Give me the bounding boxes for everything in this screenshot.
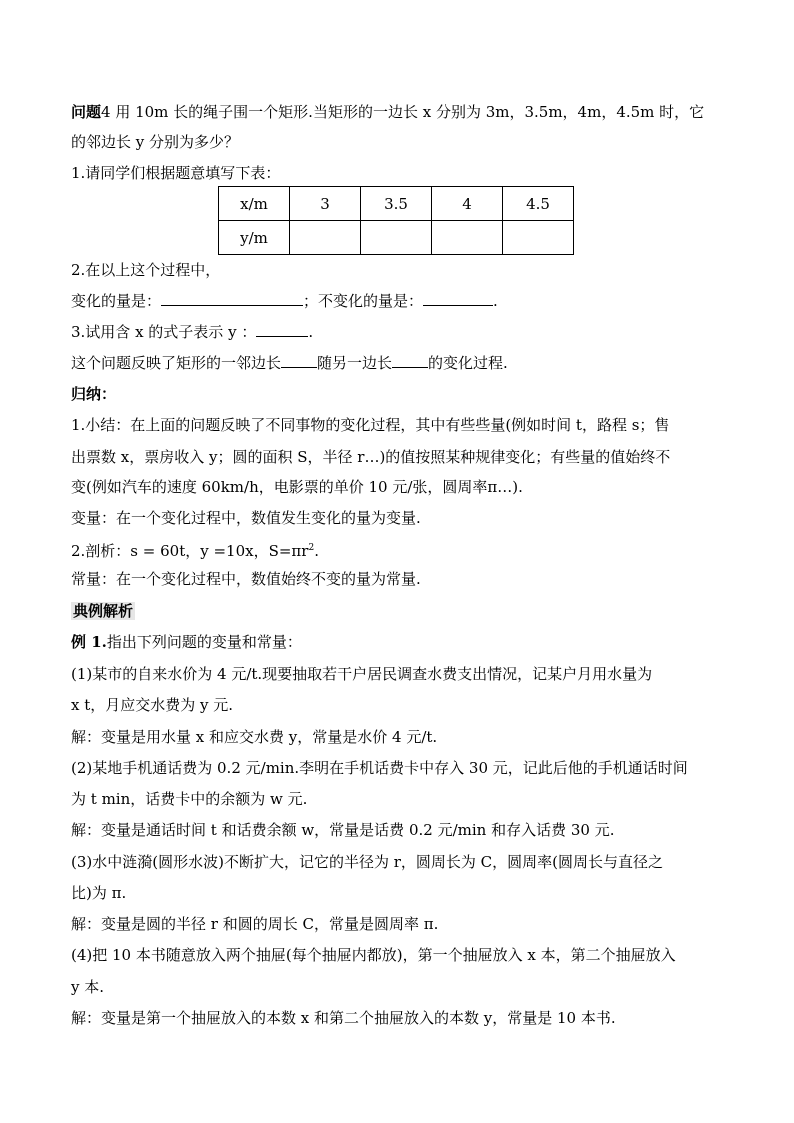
table-cell-empty	[361, 221, 432, 255]
reflection-text-c: 的变化过程.	[428, 354, 508, 372]
table-cell-empty	[290, 221, 361, 255]
solution-1: 解：变量是用水量 x 和应交水费 y，常量是水价 4 元/t.	[71, 728, 438, 746]
constant-definition: 常量：在一个变化过程中，数值始终不变的量为常量.	[71, 570, 421, 588]
solution-4: 解：变量是第一个抽屉放入的本数 x 和第二个抽屉放入的本数 y，常量是 10 本书.	[71, 1009, 616, 1027]
example-part-1-line-1: (1)某市的自来水价为 4 元/t.现要抽取若干户居民调查水费支出情况，记某户月用水量为	[71, 665, 653, 683]
example-1-title-line	[71, 632, 302, 652]
problem-line-1	[71, 102, 704, 122]
reflection-text-a: 这个问题反映了矩形的一邻边长	[71, 354, 282, 372]
table-cell: x/m	[219, 187, 290, 221]
summary-p1-line-1: 1.小结：在上面的问题反映了不同事物的变化过程，其中有些些量(例如时间 t，路程 s；售	[71, 416, 670, 434]
question-2-answer-line	[71, 290, 498, 311]
table-cell: 3	[290, 187, 361, 221]
summary-p1-line-3: 变(例如汽车的速度 60km/h，电影票的单价 10 元/张，圆周率π…).	[71, 478, 523, 496]
table-cell: 4.5	[503, 187, 574, 221]
solution-3: 解：变量是圆的半径 r 和圆的周长 C，常量是圆周率 π.	[71, 915, 439, 933]
table-cell: 3.5	[361, 187, 432, 221]
example-part-3-line-1: (3)水中涟漪(圆形水波)不断扩大，记它的半径为 r，圆周长为 C，圆周率(圆周长与直径之	[71, 853, 663, 871]
example-1-label: 例 1.	[71, 633, 107, 651]
example-part-4-line-1: (4)把 10 本书随意放入两个抽屉(每个抽屉内都放)，第一个抽屉放入 x 本，第二个抽屉放入	[71, 946, 676, 964]
problem-label: 问题	[71, 103, 102, 121]
reflection-line	[71, 352, 508, 373]
period: .	[493, 292, 498, 310]
solution-2: 解：变量是通话时间 t 和话费余额 w，常量是话费 0.2 元/min 和存入话费 30 元.	[71, 821, 615, 839]
problem-text-1: 4 用 10m 长的绳子围一个矩形.当矩形的一边长 x 分别为 3m，3.5m，4m，4.5m 时，它	[101, 103, 705, 121]
unchanged-label: ；不变化的量是：	[303, 292, 424, 310]
summary-heading: 归纳：	[71, 385, 117, 403]
table-cell: 4	[432, 187, 503, 221]
example-part-1-line-2: x t，月应交水费为 y 元.	[71, 696, 234, 714]
reflection-blank-2	[392, 352, 428, 368]
example-part-2-line-1: (2)某地手机通话费为 0.2 元/min.李明在手机话费卡中存入 30 元，记此后他的手机通话时间	[71, 759, 688, 777]
table-row	[219, 221, 574, 255]
analysis-line	[71, 538, 319, 561]
unchanged-blank	[423, 290, 493, 306]
example-part-2-line-2: 为 t min，话费卡中的余额为 w 元.	[71, 790, 308, 808]
analysis-text: 2.剖析：s = 60t，y =10x，S=πr	[71, 542, 309, 560]
question-2: 2.在以上这个过程中，	[71, 261, 221, 279]
question-3	[71, 321, 313, 342]
examples-heading: 典例解析	[73, 602, 134, 620]
summary-p1-line-2: 出票数 x，票房收入 y；圆的面积 S，半径 r…)的值按照某种规律变化；有些量的值始终不	[71, 448, 671, 466]
expression-blank	[256, 321, 308, 337]
table-cell: y/m	[219, 221, 290, 255]
problem-line-2: 的邻边长 y 分别为多少？	[71, 133, 240, 151]
table-cell-empty	[503, 221, 574, 255]
changed-label: 变化的量是：	[71, 292, 162, 310]
variable-definition: 变量：在一个变化过程中，数值发生变化的量为变量.	[71, 509, 421, 527]
example-part-3-line-2: 比)为 π.	[71, 884, 127, 902]
table-cell-empty	[432, 221, 503, 255]
value-table	[218, 186, 574, 255]
period: .	[314, 542, 319, 560]
example-1-title: 指出下列问题的变量和常量：	[106, 633, 302, 651]
question-1: 1.请同学们根据题意填写下表：	[71, 164, 281, 182]
analysis-superscript: 2	[308, 543, 315, 553]
reflection-text-b: 随另一边长	[317, 354, 393, 372]
period: .	[308, 323, 314, 341]
table-row	[219, 187, 574, 221]
changed-blank	[161, 290, 303, 306]
example-part-4-line-2: y 本.	[71, 978, 105, 996]
examples-heading-line	[71, 601, 135, 621]
question-3-text: 3.试用含 x 的式子表示 y ：	[71, 323, 257, 341]
reflection-blank-1	[281, 352, 317, 368]
